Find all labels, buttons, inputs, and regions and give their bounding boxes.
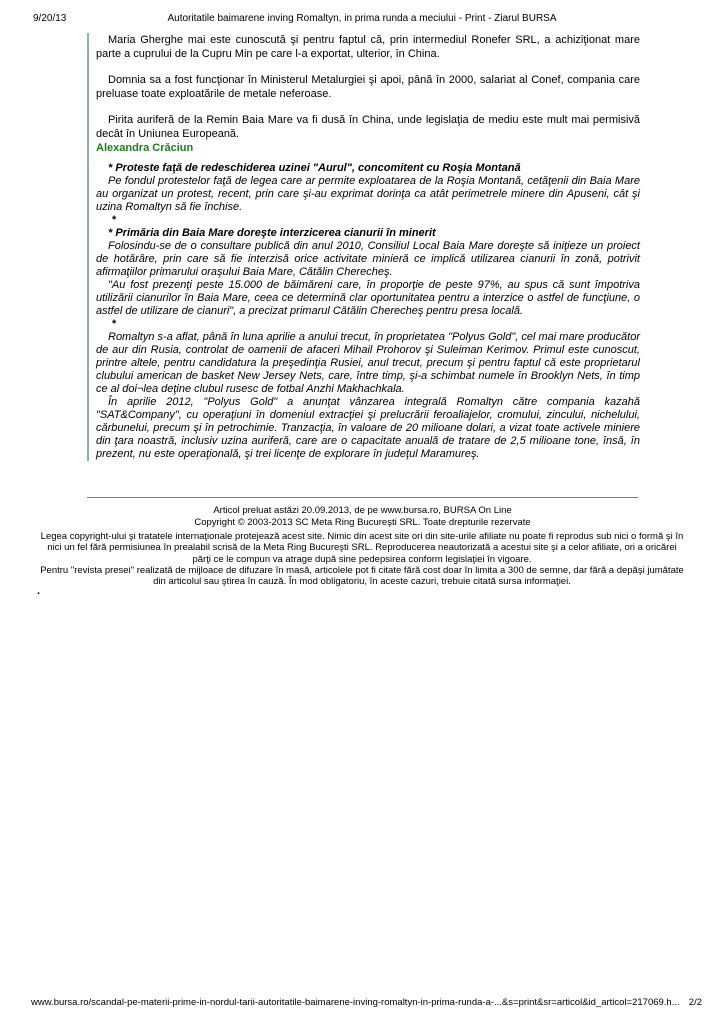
legal-paragraph: Legea copyright-ului şi tratatele internaţionale protejează acest site. Nimic din acest site ori din site-urile afiliate nu poate fi reprodus sub nici o formă şi în nici un fel fără permisiunea în prealabil scrisă de la Meta Ring Bucureşti SRL. Reproducerea neautorizată a acestui site şi a celor afiliate, ori a oricărei părţi ce le compun va atrage după sine pedepsirea conform legislaţiei în vigoare. [40,531,684,565]
legal-paragraph: Pentru "revista presei" realizată de mijloace de difuzare în masă, articolele pot fi citate fără cost doar în limita a 300 de semne, dar fără a depăşi jumătate din articolul sau ştirea în cauză. În mod obligatoriu, în aceste cazuri, trebuie citată sursa informaţiei. [40,564,684,588]
article-paragraph: Maria Gherghe mai este cunoscută şi pentru faptul că, prin intermediul Ronefer SRL, a achiziţionat mare parte a cuprului de la Cupru Min pe care l-a exportat, ulterior, în China. [96,34,640,60]
page-url: www.bursa.ro/scandal-pe-materii-prime-in-nordul-tarii-autoritatile-baimarene-inving-romaltyn-in-prima-runda-a-...&s=print&sr=articol&id_articol=217069.h... [31,997,680,1008]
print-header-title: Autoritatile baimarene inving Romaltyn, in prima runda a meciului - Print - Ziarul BURSA [167,13,557,24]
section-star-divider: * [112,214,117,226]
footer-source: Articol preluat astăzi 20.09.2013, de pe www.bursa.ro, BURSA On Line [213,505,512,516]
page-number: 2/2 [688,997,702,1008]
article-paragraph: Romaltyn s-a aflat, până în luna aprilie a anului trecut, în proprietatea "Polyus Gold", cel mai mare producător de aur din Rusia, controlat de oamenii de afaceri Mihail Prohorov şi Suleiman Kerimov. Primul este cunoscut, printre altele, pentru candidatura la preşedinţia Rusiei, anul trecut, precum şi pentru faptul că este proprietarul clubului american de basket New Jersey Nets, care, între timp, şi-a schimbat numele în Brooklyn Nets, în timp ce al doi¬lea deţine clubul rusesc de fotbal Anzhi Makhachkala. [96,331,640,395]
stray-period-mark: . [37,585,41,597]
section-star-divider: * [112,318,117,330]
article-paragraph: Domnia sa a fost funcţionar în Ministerul Metalurgiei şi apoi, până în 2000, salariat al Conef, compania care preluase toate exploatările de metale neferoase. [96,74,640,100]
article-body [87,33,640,461]
author-byline: Alexandra Crăciun [96,142,194,154]
article-subheading: * Primăria din Baia Mare doreşte interzicerea cianurii în minerit [108,227,436,239]
article-paragraph: Pirita auriferă de la Remin Baia Mare va fi dusă în China, unde legislaţia de mediu este mult mai permisivă decât în Uniunea Europeană. [96,114,640,140]
article-paragraph: În aprilie 2012, "Polyus Gold" a anunţat vânzarea integrală Romaltyn către compania kazahă "SAT&Company", cu operaţiuni în domeniul extracţiei şi prelucrării feroaliajelor, cromului, zincului, nichelului, cărbunelui, precum şi în petrochimie. Tranzacţia, în valoare de 20 milioane dolari, a vizat toate activele miniere din ţara noastră, inclusiv uzina auriferă, care are o capacitate anuală de tratare de 2,5 milioane tone, însă, în prezent, nu este operaţională, şi trei licenţe de explorare în judeţul Maramureş. [96,396,640,460]
article-paragraph: Pe fondul protestelor faţă de legea care ar permite exploatarea de la Roşia Montană, cetăţenii din Baia Mare au organizat un protest, recent, prin care şi-au exprimat dorinţa ca atât perimetrele minere din Apuseni, cât şi uzina Romaltyn să fie închise. [96,175,640,213]
article-paragraph: Folosindu-se de o consultare publică din anul 2010, Consiliul Local Baia Mare doreşte să iniţieze un proiect de hotărâre, prin care să fie interzisă orice activitate minieră ce implică utilizarea cianurii în zonă, potrivit afirmaţiilor primarului oraşului Baia Mare, Cătălin Cherecheş. [96,240,640,278]
footer-legal-text [40,531,684,587]
separator-line [87,497,638,498]
print-header-date: 9/20/13 [33,13,67,24]
article-subheading: * Proteste faţă de redeschiderea uzinei "Aurul", concomitent cu Roşia Montană [108,162,521,174]
article-paragraph: "Au fost prezenţi peste 15.000 de băimăreni care, în proporţie de peste 97%, au spus că sunt împotriva utilizării cianurilor în Baia Mare, ceea ce determină clar oportunitatea pentru a interzice o astfel de funcţiune, o astfel de utilizare de cianuri", a precizat primarul Cătălin Cherecheş pentru presa locală. [96,279,640,317]
footer-copyright: Copyright © 2003-2013 SC Meta Ring Bucureşti SRL. Toate drepturile rezervate [194,517,531,528]
